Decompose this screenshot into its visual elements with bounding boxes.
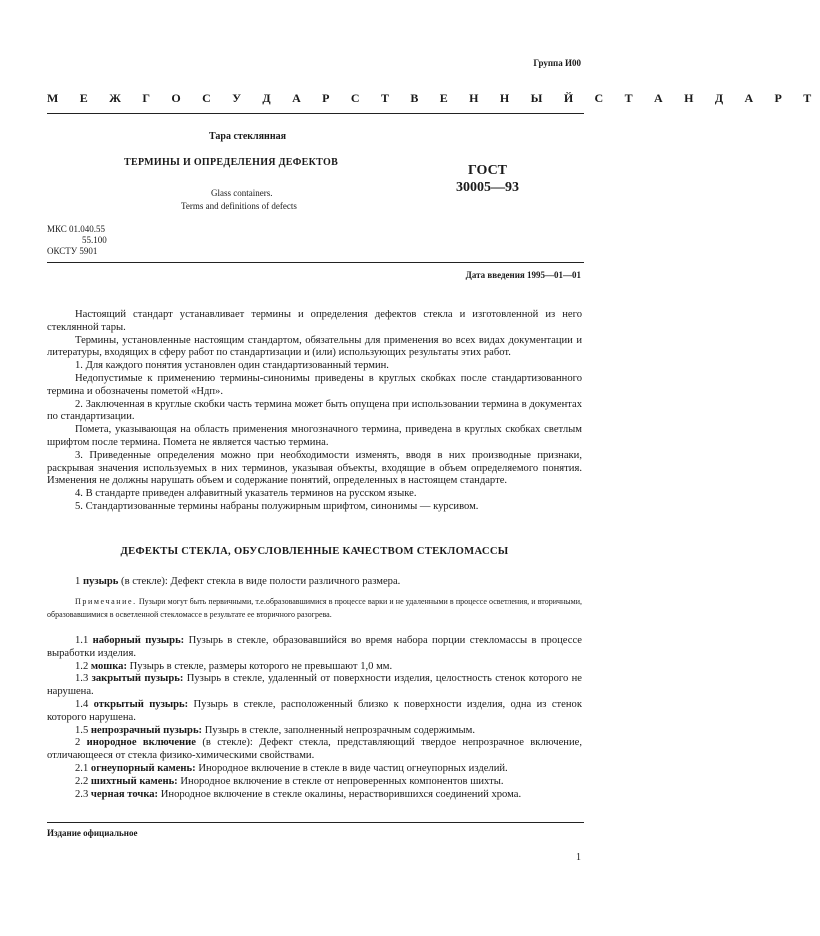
term-number: 2.3	[75, 788, 89, 800]
gost-number: 30005—93	[456, 180, 519, 195]
term-name: огнеупорный камень:	[90, 762, 196, 774]
term-entry	[47, 776, 582, 789]
terms-list	[47, 635, 582, 801]
standard-banner: М Е Ж Г О С У Д А Р С Т В Е Н Н Ы Й С Т А Н Д А Р Т	[47, 91, 820, 105]
intro-paragraph: 5. Стандартизованные термины набраны полужирным шрифтом, синонимы — курсивом.	[75, 500, 479, 512]
footer-rule	[47, 822, 584, 823]
title-english-1: Glass containers.	[211, 188, 273, 198]
intro-paragraph: Настоящий стандарт устанавливает термины и определения дефектов стекла и изготовленной из него стеклянной тары.	[47, 309, 582, 333]
term-name: открытый пузырь:	[93, 698, 189, 710]
group-code: Группа И00	[533, 58, 581, 68]
term-definition: Пузырь в стекле, образовавшийся во время набора порции стекломассы в процессе выработки изделия.	[47, 635, 583, 659]
term-number: 1.2	[75, 660, 89, 672]
header-rule	[47, 113, 584, 114]
classification-codes	[47, 224, 107, 257]
term-number: 2.1	[75, 762, 89, 774]
intro-text	[47, 309, 582, 514]
intro-paragraph: Термины, установленные настоящим стандартом, обязательны для применения во всех видах документации и литературы, входящих в сферу работ по стандартизации и (или) использующих результаты этих работ.	[47, 334, 582, 359]
term-entry	[47, 673, 582, 699]
term-name: закрытый пузырь:	[91, 673, 184, 685]
term-qualifier: (в стекле):	[202, 737, 253, 749]
page-number: 1	[576, 852, 581, 863]
edition-label: Издание официальное	[47, 828, 138, 838]
term-name: инородное включение	[86, 737, 196, 749]
term-name: пузырь	[82, 576, 119, 587]
term-name: непрозрачный пузырь:	[90, 724, 203, 736]
term-number: 1.5	[75, 724, 89, 736]
term-definition: Пузырь в стекле, удаленный от поверхности изделия, целостность стенок которого не нарушена.	[47, 673, 582, 698]
term-entry	[47, 576, 582, 589]
gost-designation	[456, 162, 519, 196]
term-entry	[47, 789, 582, 802]
term-entry	[47, 763, 582, 776]
note-label: Примечание.	[75, 597, 137, 606]
term-definition: Дефект стекла в виде полости различного размера.	[170, 576, 401, 587]
date-rule	[47, 262, 584, 263]
term-entry	[47, 699, 582, 725]
intro-paragraph: Помета, указывающая на область применения многозначного термина, приведена в круглых скобках светлым шрифтом после термина. Помета не является частью термина.	[47, 424, 582, 448]
intro-paragraph: 3. Приведенные определения можно при необходимости изменять, вводя в них производные признаки, раскрывая значения используемых в них терминов, указывая объекты, входящие в объем определяемого понятия. Изменения не должны нарушать объем и содержание понятий, определенных в настоящем стандарте.	[47, 449, 582, 487]
term-definition: Инородное включение в стекле окалины, нерастворившихся соединений хрома.	[160, 788, 522, 800]
okstu-code: ОКСТУ 5901	[47, 246, 98, 256]
term-number: 2.2	[75, 775, 89, 787]
term-entry	[47, 725, 582, 738]
term-number: 1	[75, 576, 81, 587]
term-name: шихтный камень:	[90, 775, 178, 787]
section-title: ДЕФЕКТЫ СТЕКЛА, ОБУСЛОВЛЕННЫЕ КАЧЕСТВОМ СТЕКЛОМАССЫ	[120, 546, 509, 557]
document-subtitle: Тара стеклянная	[209, 131, 286, 142]
intro-paragraph: Недопустимые к применению термины-синонимы приведены в круглых скобках после стандартизованного термина и обозначены пометой «Ндп».	[47, 372, 582, 397]
gost-label: ГОСТ	[467, 163, 508, 178]
note	[47, 595, 582, 621]
term-definition: Дефект стекла, представляющий твердое непрозрачное включение, отличающееся от стекла физико-химическими свойствами.	[47, 737, 582, 762]
mks-code-2: 55.100	[82, 235, 107, 245]
term-name: мошка:	[90, 660, 127, 672]
term-entry	[47, 737, 582, 763]
intro-paragraph: 1. Для каждого понятия установлен один стандартизованный термин.	[75, 360, 389, 372]
term-qualifier: (в стекле):	[121, 576, 168, 587]
term-number: 2	[75, 737, 81, 749]
document-title: ТЕРМИНЫ И ОПРЕДЕЛЕНИЯ ДЕФЕКТОВ	[124, 157, 339, 168]
term-name: наборный пузырь:	[92, 635, 185, 646]
term-number: 1.1	[75, 635, 89, 646]
title-english-2: Terms and definitions of defects	[181, 201, 297, 211]
term-number: 1.4	[75, 698, 89, 710]
term-entry	[47, 661, 582, 674]
intro-paragraph: 4. В стандарте приведен алфавитный указатель терминов на русском языке.	[75, 488, 417, 500]
term-definition: Пузырь в стекле, заполненный непрозрачным содержимым.	[204, 724, 476, 736]
term-definition: Инородное включение в стекле в виде частиц огнеупорных изделий.	[198, 762, 508, 774]
intro-paragraph: 2. Заключенная в круглые скобки часть термина может быть опущена при использовании термина в документах по стандартизации.	[47, 398, 582, 423]
term-entry	[47, 635, 582, 661]
term-definition: Пузырь в стекле, расположенный близко к поверхности изделия, одна из стенок которого нарушена.	[47, 698, 582, 723]
term-definition: Инородное включение в стекле от непроверенных компонентов шихты.	[180, 775, 504, 787]
term-name: черная точка:	[90, 788, 159, 800]
note-text: Пузыри могут быть первичными, т.е.образовавшимися в процессе варки и не удаленными в процессе осветления, и вторичными, образовавшимися в осветленной стекломассе в результате ее вторичного разогрева.	[47, 597, 582, 619]
term-definition: Пузырь в стекле, размеры которого не превышают 1,0 мм.	[129, 660, 393, 672]
mks-code-1: МКС 01.040.55	[47, 224, 106, 234]
term-number: 1.3	[75, 673, 89, 685]
intro-date: Дата введения 1995—01—01	[465, 270, 581, 280]
